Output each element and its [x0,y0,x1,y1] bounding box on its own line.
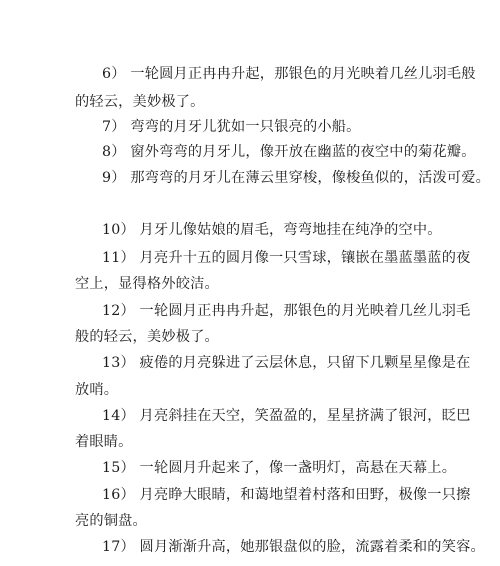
sentence-16-line-2: 亮的铜盘。 [75,513,147,529]
sentence-8: 8） 窗外弯弯的月牙儿，像开放在幽蓝的夜空中的菊花瓣。 [102,144,476,160]
sentence-6-line-1: 6） 一轮圆月正冉冉升起，那银色的月光映着几丝儿羽毛般 [102,66,476,82]
sentence-6-line-2: 的轻云，美妙极了。 [75,94,205,110]
sentence-7: 7） 弯弯的月牙儿犹如一只银亮的小船。 [102,119,361,135]
sentence-12-line-1: 12） 一轮圆月正冉冉升起，那银色的月光映着几丝儿羽毛 [102,303,471,319]
sentence-14-line-2: 着眼睛。 [75,434,133,450]
sentence-17: 17） 圆月渐渐升高，她那银盘似的脸，流露着柔和的笑容。 [102,539,485,555]
sentence-11-line-1: 11） 月亮升十五的圆月像一只雪球，镶嵌在墨蓝墨蓝的夜 [102,250,471,266]
sentence-12-line-2: 般的轻云，美妙极了。 [75,329,219,345]
sentence-14-line-1: 14） 月亮斜挂在天空，笑盈盈的，星星挤满了银河，眨巴 [102,408,471,424]
sentence-13-line-2: 放哨。 [75,382,119,398]
sentence-15: 15） 一轮圆月升起来了，像一盏明灯，高悬在天幕上。 [102,460,457,476]
sentence-13-line-1: 13） 疲倦的月亮躲进了云层休息，只留下几颗星星像是在 [102,355,471,371]
sentence-11-line-2: 空上，显得格外皎洁。 [75,276,219,292]
sentence-9: 9） 那弯弯的月牙儿在薄云里穿梭，像梭鱼似的，活泼可爱。 [102,170,491,186]
sentence-10: 10） 月牙儿像姑娘的眉毛，弯弯地挂在纯净的空中。 [102,222,442,238]
sentence-16-line-1: 16） 月亮睁大眼睛，和蔼地望着村落和田野，极像一只擦 [102,487,471,503]
